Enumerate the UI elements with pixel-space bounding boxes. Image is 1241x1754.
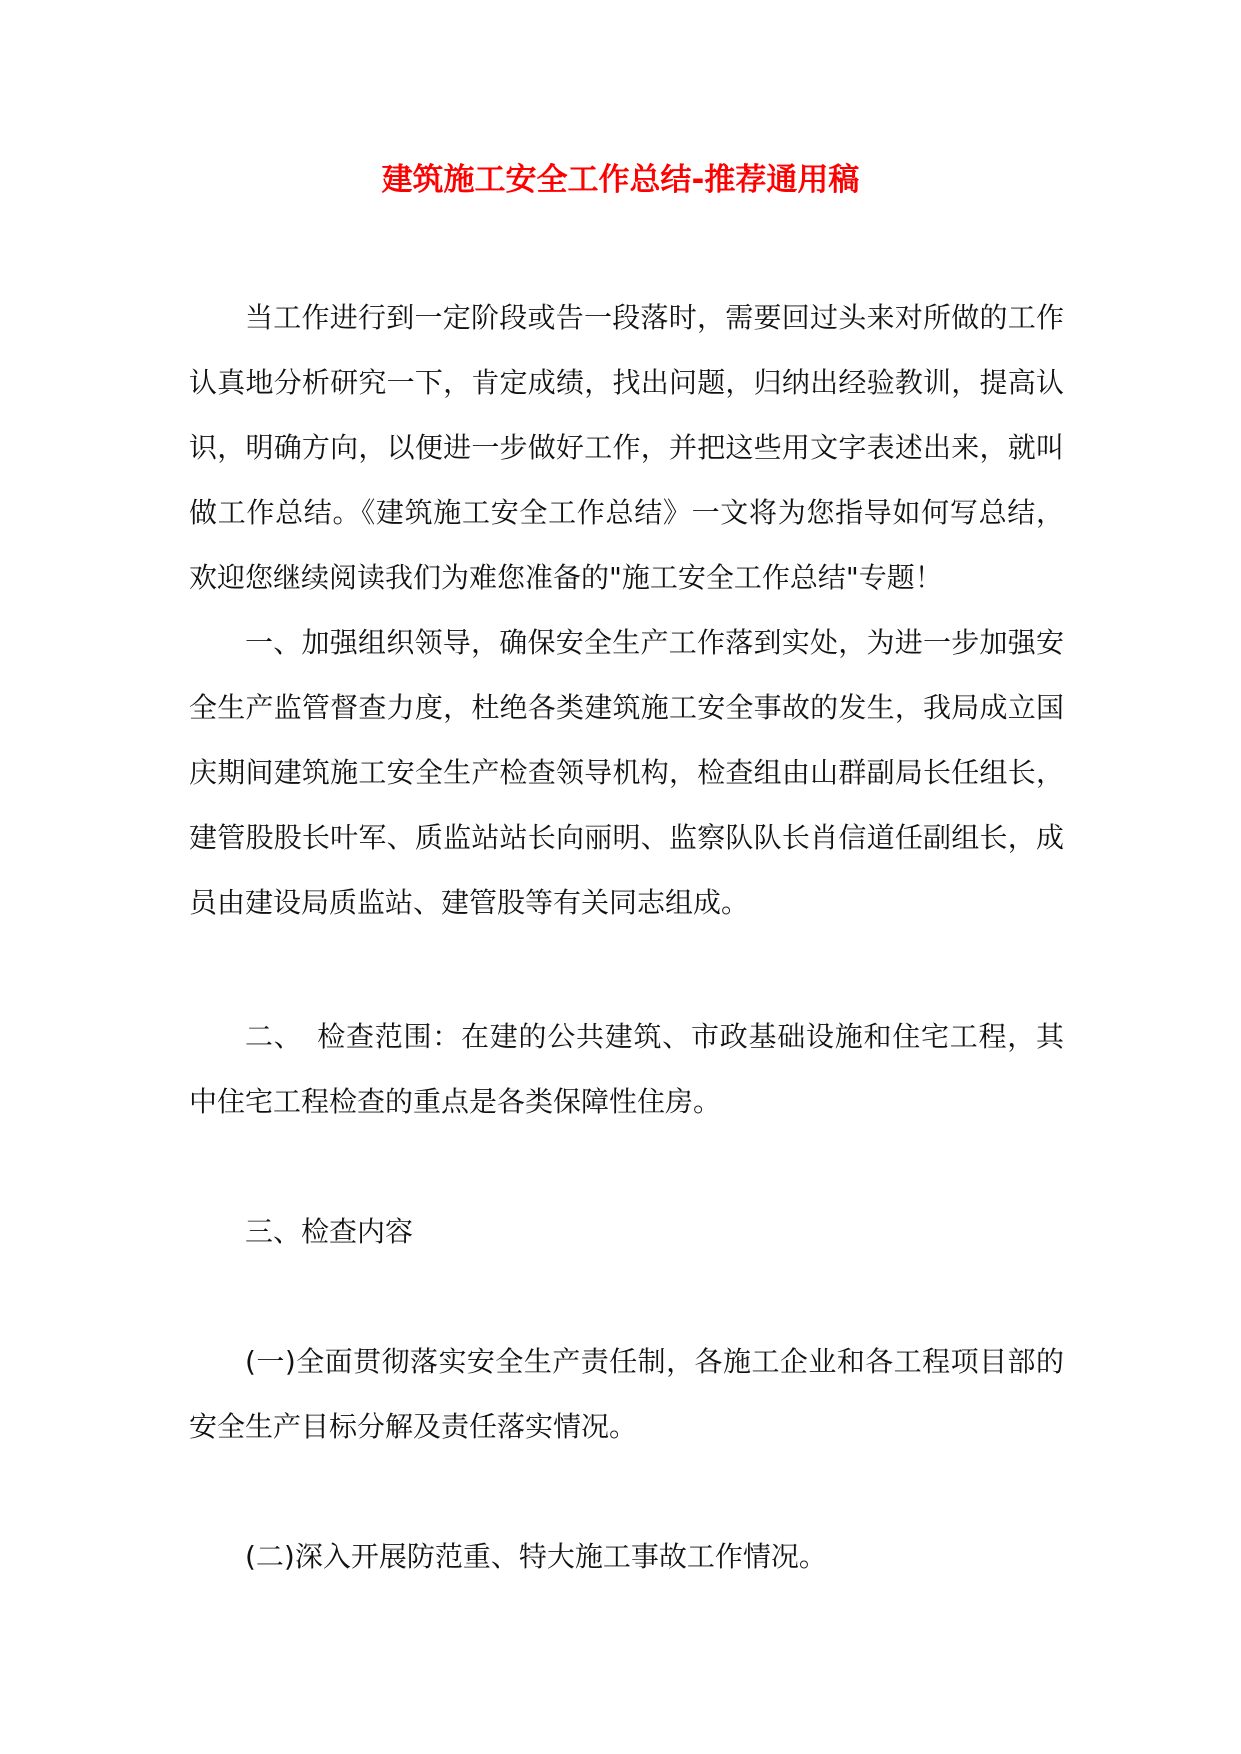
item-one-paragraph: (一)全面贯彻落实安全生产责任制，各施工企业和各工程项目部的安全生产目标分解及责任落实情况。 <box>189 1345 1064 1443</box>
section-one-paragraph: 一、加强组织领导，确保安全生产工作落到实处，为进一步加强安全生产监管督查力度，杜绝各类建筑施工安全事故的发生，我局成立国庆期间建筑施工安全生产检查领导机构，检查组由山群副局长任组长，建管股股长叶军、质监站站长向丽明、监察队队长肖信道任副组长，成员由建设局质监站、建管股等有关同志组成。 <box>189 626 1064 919</box>
document-title: 建筑施工安全工作总结-推荐通用稿 <box>381 162 860 198</box>
section-three-heading: 三、检查内容 <box>245 1215 414 1248</box>
section-two-paragraph: 二、 检查范围：在建的公共建筑、市政基础设施和住宅工程，其中住宅工程检查的重点是各类保障性住房。 <box>189 1020 1064 1118</box>
item-two-paragraph: (二)深入开展防范重、特大施工事故工作情况。 <box>245 1540 827 1573</box>
intro-paragraph: 当工作进行到一定阶段或告一段落时，需要回过头来对所做的工作认真地分析研究一下，肯定成绩，找出问题，归纳出经验教训，提高认识，明确方向，以便进一步做好工作，并把这些用文字表述出来，就叫做工作总结。《建筑施工安全工作总结》一文将为您指导如何写总结，欢迎您继续阅读我们为难您准备的"施工安全工作总结"专题！ <box>189 301 1064 594</box>
